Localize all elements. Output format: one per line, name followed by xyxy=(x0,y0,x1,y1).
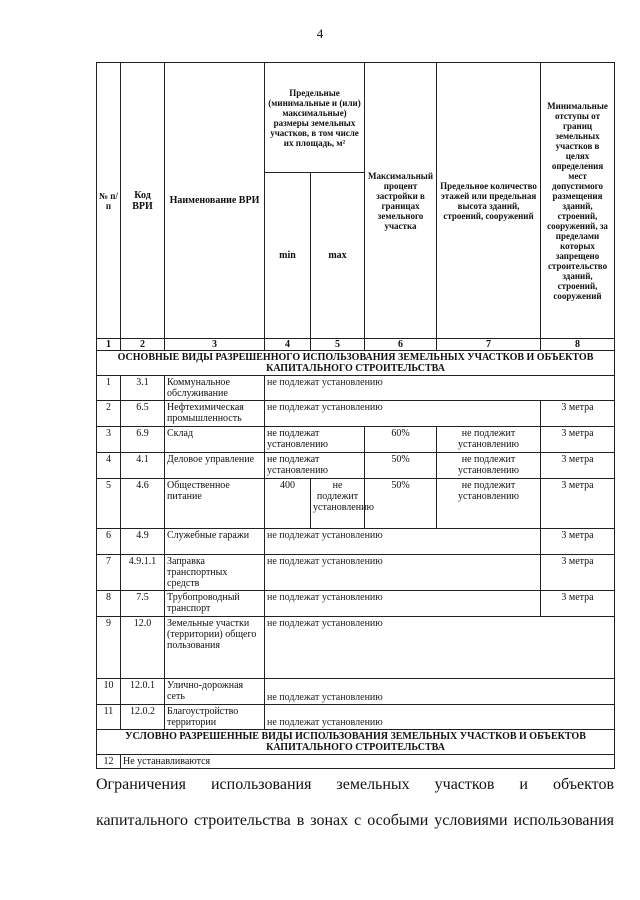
row-size: не подлежат установлению xyxy=(265,427,365,453)
header-code: Код ВРИ xyxy=(121,63,165,339)
row-setback: 3 метра xyxy=(541,555,615,591)
row-regulation: не подлежат установлению xyxy=(265,679,615,705)
row-name: Нефтехимическая промышленность xyxy=(165,401,265,427)
column-number: 8 xyxy=(541,339,615,351)
table-row xyxy=(97,555,615,591)
column-number: 5 xyxy=(311,339,365,351)
page-number: 4 xyxy=(316,26,324,41)
row-code: 4.6 xyxy=(121,479,165,529)
row-setback: 3 метра xyxy=(541,591,615,617)
row-name: Коммунальное обслуживание xyxy=(165,376,265,401)
row-code: 4.9.1.1 xyxy=(121,555,165,591)
header-min: min xyxy=(265,173,311,339)
row-regulation: не подлежат установлению xyxy=(265,591,541,617)
regulations-table xyxy=(96,62,615,769)
column-number: 4 xyxy=(265,339,311,351)
header-setbacks: Минимальные отступы от границ земельных участков в целях определения мест допустимого размещения зданий, строений, сооружений, за пределами которых запрещено строительство зданий, строений, сооружений xyxy=(541,63,615,339)
row-code: 12.0 xyxy=(121,617,165,679)
row-regulation: не подлежат установлению xyxy=(265,401,541,427)
row-min: 400 xyxy=(265,479,311,529)
row-floors: не подлежит установлению xyxy=(437,479,541,529)
row-num: 6 xyxy=(97,529,121,555)
row-coverage: 50% xyxy=(365,479,437,529)
row-num: 1 xyxy=(97,376,121,401)
header-num: № п/п xyxy=(97,63,121,339)
header-coverage: Максимальный процент застройки в границах земельного участка xyxy=(365,63,437,339)
table-row xyxy=(97,679,615,705)
row-setback: 3 метра xyxy=(541,401,615,427)
row-code: 4.1 xyxy=(121,453,165,479)
section-conditional-heading: УСЛОВНО РАЗРЕШЕННЫЕ ВИДЫ ИСПОЛЬЗОВАНИЯ ЗЕМЕЛЬНЫХ УЧАСТКОВ И ОБЪЕКТОВ КАПИТАЛЬНОГО СТРОИТЕЛЬСТВА xyxy=(97,730,615,755)
row-code: 6.9 xyxy=(121,427,165,453)
body-text-line: Ограничения использования земельных участков и объектов xyxy=(96,776,614,793)
header-max: max xyxy=(311,173,365,339)
column-number: 7 xyxy=(437,339,541,351)
row-regulation: не подлежат установлению xyxy=(265,617,615,679)
row-regulation: не подлежат установлению xyxy=(265,705,615,730)
row-setback: 3 метра xyxy=(541,479,615,529)
row-code: 7.5 xyxy=(121,591,165,617)
row-name: Общественное питание xyxy=(165,479,265,529)
row-num: 2 xyxy=(97,401,121,427)
row-num: 10 xyxy=(97,679,121,705)
row-setback: 3 метра xyxy=(541,453,615,479)
row-floors: не подлежит установлению xyxy=(437,427,541,453)
column-numbers-row xyxy=(97,339,615,351)
table-row xyxy=(97,401,615,427)
column-number: 6 xyxy=(365,339,437,351)
column-number: 1 xyxy=(97,339,121,351)
row-num: 4 xyxy=(97,453,121,479)
table-row xyxy=(97,453,615,479)
row-num: 11 xyxy=(97,705,121,730)
row-name: Заправка транспортных средств xyxy=(165,555,265,591)
row-name: Земельные участки (территории) общего пользования xyxy=(165,617,265,679)
row-coverage: 60% xyxy=(365,427,437,453)
table-row xyxy=(97,617,615,679)
row-code: 12.0.1 xyxy=(121,679,165,705)
table-row xyxy=(97,591,615,617)
table-row xyxy=(97,755,615,769)
row-code: 12.0.2 xyxy=(121,705,165,730)
row-setback: 3 метра xyxy=(541,427,615,453)
row-coverage: 50% xyxy=(365,453,437,479)
table-row xyxy=(97,479,615,529)
row-code: 3.1 xyxy=(121,376,165,401)
row-max: не подлежит установлению xyxy=(311,479,365,529)
row-num: 12 xyxy=(97,755,121,769)
row-regulation: не подлежат установлению xyxy=(265,376,615,401)
row-name: Деловое управление xyxy=(165,453,265,479)
body-text-line: капитального строительства в зонах с особыми условиями использования xyxy=(96,812,614,829)
row-setback: 3 метра xyxy=(541,529,615,555)
row-name: Благоустройство территории xyxy=(165,705,265,730)
table-row xyxy=(97,376,615,401)
row-size: не подлежат установлению xyxy=(265,453,365,479)
row-name: Трубопроводный транспорт xyxy=(165,591,265,617)
row-num: 8 xyxy=(97,591,121,617)
row-text: Не устанавливаются xyxy=(121,755,615,769)
row-name: Служебные гаражи xyxy=(165,529,265,555)
header-sizes: Предельные (минимальные и (или) максимальные) размеры земельных участков, в том числе их площадь, м² xyxy=(265,63,365,173)
header-floors: Предельное количество этажей или предельная высота зданий, строений, сооружений xyxy=(437,63,541,339)
row-name: Склад xyxy=(165,427,265,453)
row-num: 7 xyxy=(97,555,121,591)
column-number: 2 xyxy=(121,339,165,351)
row-code: 4.9 xyxy=(121,529,165,555)
table-row xyxy=(97,529,615,555)
row-regulation: не подлежат установлению xyxy=(265,529,541,555)
header-name: Наименование ВРИ xyxy=(165,63,265,339)
row-name: Улично-дорожная сеть xyxy=(165,679,265,705)
row-floors: не подлежит установлению xyxy=(437,453,541,479)
row-num: 3 xyxy=(97,427,121,453)
column-number: 3 xyxy=(165,339,265,351)
row-num: 9 xyxy=(97,617,121,679)
row-num: 5 xyxy=(97,479,121,529)
row-regulation: не подлежат установлению xyxy=(265,555,541,591)
table-row xyxy=(97,427,615,453)
row-code: 6.5 xyxy=(121,401,165,427)
section-main-heading: ОСНОВНЫЕ ВИДЫ РАЗРЕШЕННОГО ИСПОЛЬЗОВАНИЯ ЗЕМЕЛЬНЫХ УЧАСТКОВ И ОБЪЕКТОВ КАПИТАЛЬНОГО СТРОИТЕЛЬСТВА xyxy=(97,351,615,376)
table-row xyxy=(97,705,615,730)
